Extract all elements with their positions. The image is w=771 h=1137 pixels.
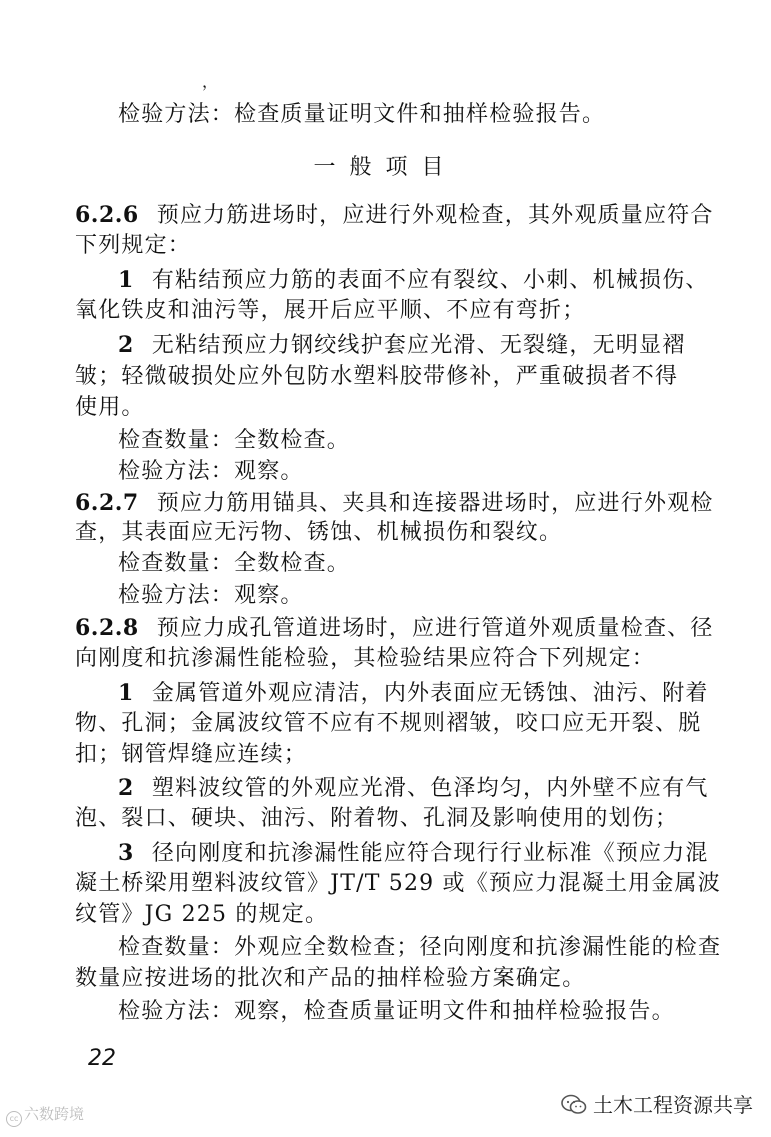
item-2-line-3: 使用。 — [75, 395, 145, 420]
clause-6-2-6-line-1 — [75, 200, 714, 231]
stray-mark: ， — [202, 72, 219, 91]
item-number: 3 — [118, 840, 134, 866]
item-1-line-3: 扣；钢管焊缝应连续； — [75, 742, 308, 767]
item-number: 2 — [118, 775, 134, 801]
item-1-line-1 — [118, 678, 709, 709]
item-text: 有粘结预应力筋的表面不应有裂纹、小刺、机械损伤、 — [151, 268, 709, 293]
item-number: 1 — [118, 267, 134, 293]
item-text: 无粘结预应力钢绞线护套应光滑、无裂缝，无明显褶 — [151, 333, 686, 358]
clause-text: 预应力成孔管道进场时，应进行管道外观质量检查、径 — [156, 616, 714, 641]
watermark-right — [561, 1092, 753, 1118]
clause-text: 预应力筋进场时，应进行外观检查，其外观质量应符合 — [156, 203, 714, 228]
item-2-line-1 — [118, 330, 685, 361]
clause-number: 6.2.6 — [75, 202, 139, 228]
item-3-line-1 — [118, 838, 709, 869]
item-3-line-3: 纹管》JG 225 的规定。 — [75, 902, 329, 927]
watermark-left — [6, 1104, 84, 1127]
inspection-method-line: 检验方法：观察，检查质量证明文件和抽样检验报告。 — [118, 999, 675, 1024]
item-2-line-1 — [118, 773, 709, 804]
watermark-right-text: 土木工程资源共享 — [593, 1093, 753, 1117]
item-3-line-2: 凝土桥梁用塑料波纹管》JT/T 529 或《预应力混凝土用金属波 — [75, 871, 721, 896]
item-1-line-2: 物、孔洞；金属波纹管不应有不规则褶皱，咬口应无开裂、脱 — [75, 711, 702, 736]
clause-number: 6.2.7 — [75, 490, 139, 516]
inspection-quantity-line: 检查数量：全数检查。 — [118, 428, 351, 453]
item-text: 径向刚度和抗渗漏性能应符合现行行业标准《预应力混 — [151, 841, 709, 866]
clause-6-2-6-line-2: 下列规定： — [75, 233, 192, 258]
item-1-line-1 — [118, 265, 709, 296]
inspection-method-line: 检验方法：检查质量证明文件和抽样检验报告。 — [118, 102, 606, 127]
inspection-quantity-line-1: 检查数量：外观应全数检查；径向刚度和抗渗漏性能的检查 — [118, 935, 722, 960]
clause-text: 预应力筋用锚具、夹具和连接器进场时，应进行外观检 — [156, 491, 714, 516]
item-text: 塑料波纹管的外观应光滑、色泽均匀，内外壁不应有气 — [151, 776, 709, 801]
cc-icon: cc — [6, 1111, 22, 1127]
inspection-method-line: 检验方法：观察。 — [118, 583, 304, 608]
watermark-left-text: 六数跨境 — [24, 1105, 85, 1123]
page-number: 22 — [88, 1046, 116, 1071]
item-1-line-2: 氧化铁皮和油污等，展开后应平顺、不应有弯折； — [75, 298, 586, 323]
item-2-line-2: 皱；轻微破损处应外包防水塑料胶带修补，严重破损者不得 — [75, 364, 679, 389]
clause-6-2-8-line-1 — [75, 613, 714, 644]
clause-6-2-7-line-1 — [75, 488, 714, 519]
item-text: 金属管道外观应清洁，内外表面应无锈蚀、油污、附着 — [151, 681, 709, 706]
section-heading: 一般项目 — [313, 155, 458, 180]
clause-6-2-7-line-2: 查，其表面应无污物、锈蚀、机械损伤和裂纹。 — [75, 520, 563, 545]
item-number: 1 — [118, 680, 134, 706]
inspection-method-line: 检验方法：观察。 — [118, 459, 304, 484]
inspection-quantity-line: 检查数量：全数检查。 — [118, 551, 351, 576]
item-number: 2 — [118, 332, 134, 358]
clause-number: 6.2.8 — [75, 615, 139, 641]
item-2-line-2: 泡、裂口、硬块、油污、附着物、孔洞及影响使用的划伤； — [75, 806, 679, 831]
wechat-icon — [561, 1094, 587, 1116]
inspection-quantity-line-2: 数量应按进场的批次和产品的抽样检验方案确定。 — [75, 966, 586, 991]
clause-6-2-8-line-2: 向刚度和抗渗漏性能检验，其检验结果应符合下列规定： — [75, 646, 656, 671]
